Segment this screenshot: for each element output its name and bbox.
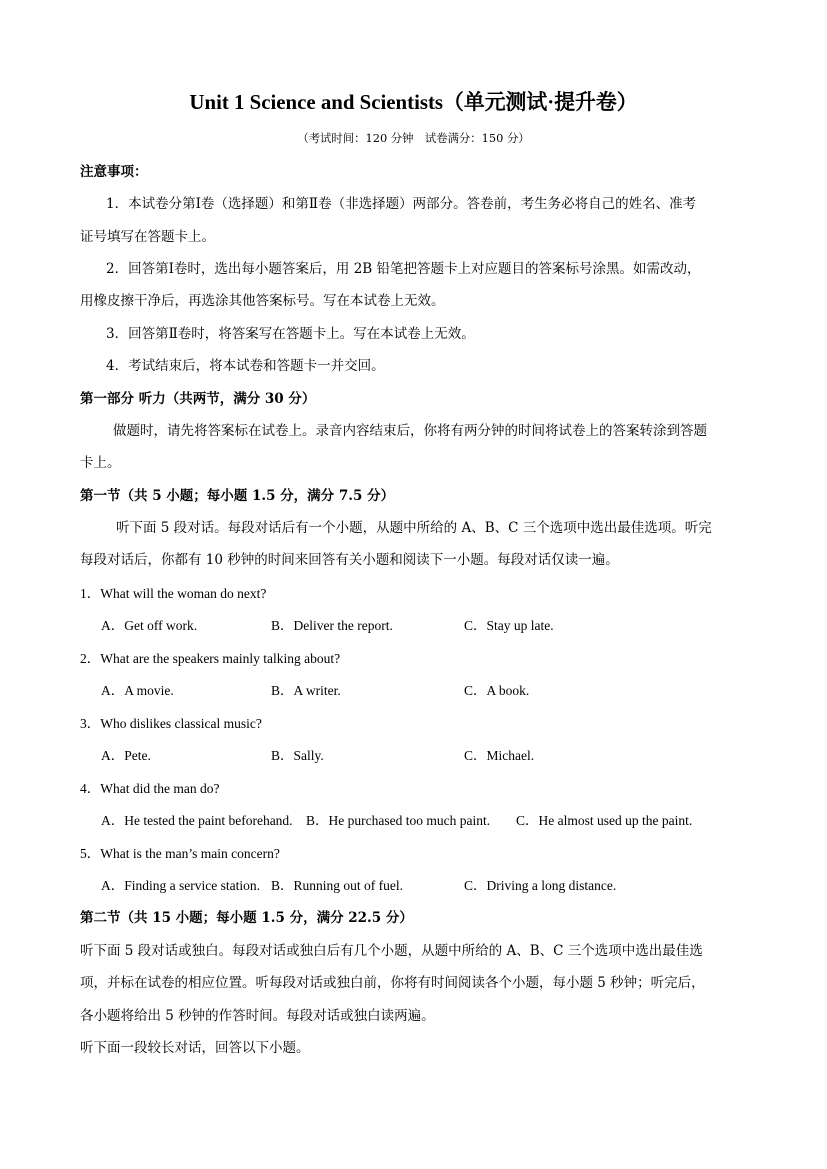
q4-option-c: C．He almost used up the paint. xyxy=(516,813,693,828)
q1-option-a: A．Get off work. xyxy=(101,618,198,633)
section2-instruction-cont-2: 各小题将给出 5 秒钟的作答时间。每段对话或独白读两遍。 xyxy=(80,1008,435,1024)
notice-item-2: 2．回答第Ⅰ卷时，选出每小题答案后，用 2B 铅笔把答题卡上对应题目的答案标号涂黑。如需改动， xyxy=(106,261,701,277)
q1-option-b: B．Deliver the report. xyxy=(271,618,393,633)
q2-option-c: C．A book. xyxy=(464,683,530,698)
question-5: 5．What is the man’s main concern? xyxy=(80,846,280,861)
exam-info: （考试时间：120 分钟 试卷满分：150 分） xyxy=(297,131,530,145)
notice-item-2-cont: 用橡皮擦干净后，再选涂其他答案标号。写在本试卷上无效。 xyxy=(80,293,445,309)
section2-heading: 第二节（共 15 小题；每小题 1.5 分，满分 22.5 分） xyxy=(80,910,413,926)
notice-heading: 注意事项： xyxy=(80,164,148,180)
notice-item-4: 4．考试结束后，将本试卷和答题卡一并交回。 xyxy=(106,358,385,374)
q3-option-c: C．Michael. xyxy=(464,748,535,763)
notice-item-3: 3．回答第Ⅱ卷时，将答案写在答题卡上。写在本试卷上无效。 xyxy=(106,326,475,342)
section1-instruction-cont: 每段对话后，你都有 10 秒钟的时间来回答有关小题和阅读下一小题。每段对话仅读一遍。 xyxy=(80,552,619,568)
q4-option-b: B．He purchased too much paint. xyxy=(306,813,491,828)
part1-instruction: 做题时，请先将答案标在试卷上。录音内容结束后，你将有两分钟的时间将试卷上的答案转涂到答题 xyxy=(113,423,707,439)
notice-item-1: 1．本试卷分第Ⅰ卷（选择题）和第Ⅱ卷（非选择题）两部分。答卷前，考生务必将自己的姓名、准考 xyxy=(106,196,697,212)
section2-instruction-cont-1: 项，并标在试卷的相应位置。听每段对话或独白前，你将有时间阅读各个小题，每小题 5 秒钟；听完后， xyxy=(80,975,705,991)
q3-option-b: B．Sally. xyxy=(271,748,324,763)
page-title: Unit 1 Science and Scientists（单元测试·提升卷） xyxy=(189,90,638,114)
q2-option-a: A．A movie. xyxy=(101,683,174,698)
question-1: 1．What will the woman do next? xyxy=(80,586,267,601)
q4-option-a: A．He tested the paint beforehand. xyxy=(101,813,293,828)
part1-heading: 第一部分 听力（共两节，满分 30 分） xyxy=(80,391,316,407)
dialogue-intro: 听下面一段较长对话，回答以下小题。 xyxy=(80,1040,310,1056)
section1-instruction: 听下面 5 段对话。每段对话后有一个小题，从题中所给的 A、B、C 三个选项中选出最佳选项。听完 xyxy=(116,520,712,536)
q3-option-a: A．Pete. xyxy=(101,748,151,763)
part1-instruction-cont: 卡上。 xyxy=(80,455,121,471)
q5-option-a: A．Finding a service station. xyxy=(101,878,260,893)
q5-option-b: B．Running out of fuel. xyxy=(271,878,403,893)
question-2: 2．What are the speakers mainly talking about? xyxy=(80,651,341,666)
q1-option-c: C．Stay up late. xyxy=(464,618,554,633)
question-3: 3．Who dislikes classical music? xyxy=(80,716,262,731)
q2-option-b: B．A writer. xyxy=(271,683,341,698)
section2-instruction: 听下面 5 段对话或独白。每段对话或独白后有几个小题，从题中所给的 A、B、C 三个选项中选出最佳选 xyxy=(80,943,703,959)
section1-heading: 第一节（共 5 小题；每小题 1.5 分，满分 7.5 分） xyxy=(80,488,395,504)
notice-item-1-cont: 证号填写在答题卡上。 xyxy=(80,229,215,245)
q5-option-c: C．Driving a long distance. xyxy=(464,878,617,893)
question-4: 4．What did the man do? xyxy=(80,781,220,796)
